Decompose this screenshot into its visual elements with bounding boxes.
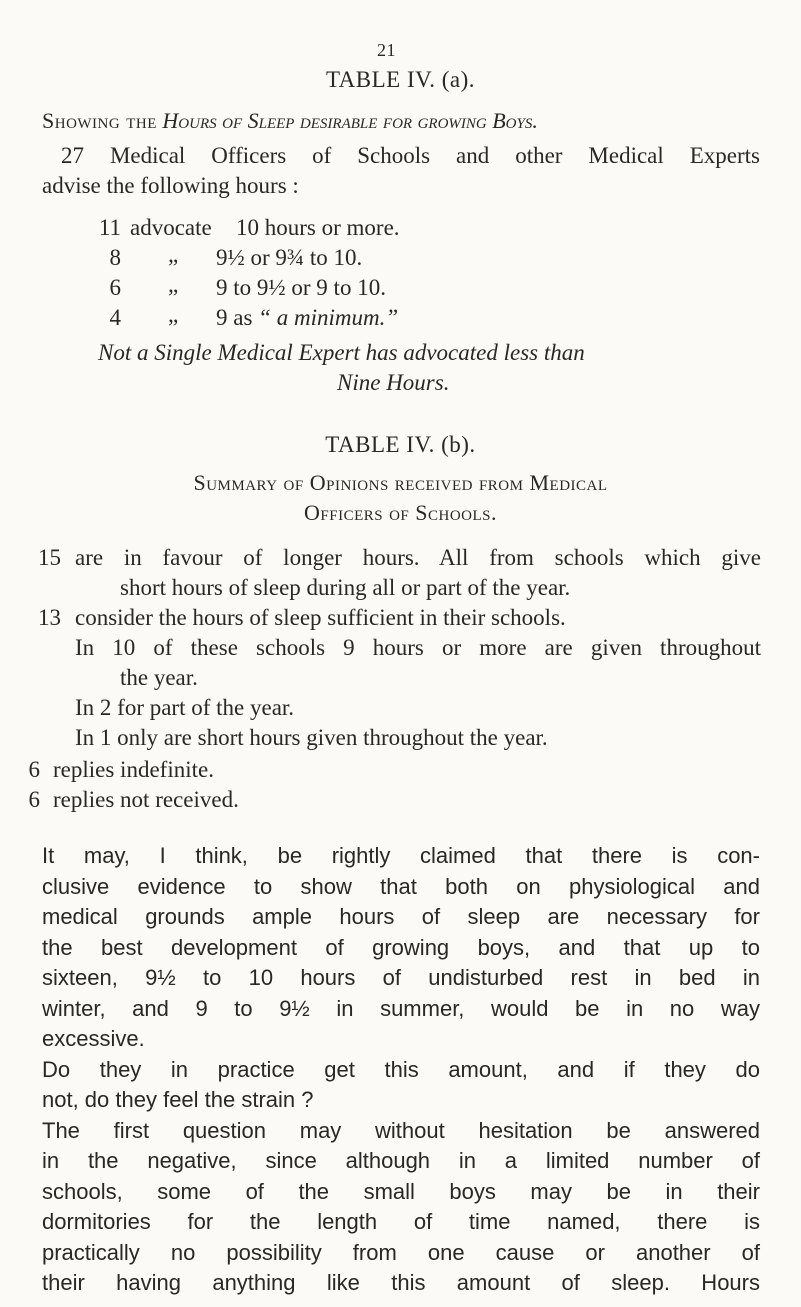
body-line: dormitories for the length of time named, there is [42, 1209, 760, 1234]
page-number: 21 [377, 40, 396, 60]
table-b-subtitle-line-1: Summary of Opinions received from Medical [193, 470, 608, 495]
body-line: practically no possibility from one cause or another of [42, 1239, 760, 1265]
table-b-subtitle-line-2: Officers of Schools. [304, 500, 497, 525]
body-line: winter, and 9 to 9½ in summer, would be in no way [42, 995, 760, 1021]
row-hours: 9½ or 9¾ to 10. [216, 245, 363, 270]
table-a-note-line-2: Nine Hours. [337, 370, 450, 395]
row-ditto: „ [168, 242, 179, 267]
item-count: 6 [28, 757, 40, 782]
table-a-intro-line-1: 27 Medical Officers of Schools and other Medical Experts [61, 143, 760, 168]
table-a-note-line-1: Not a Single Medical Expert has advocated less than [98, 340, 585, 365]
body-line: not, do they feel the strain ? [42, 1087, 314, 1112]
item-text: short hours of sleep during all or part of the year. [120, 575, 571, 600]
body-line: sixteen, 9½ to 10 hours of undisturbed rest in bed in [42, 965, 760, 990]
row-verb: advocate [130, 215, 212, 240]
table-a-heading: TABLE IV. (a). [325, 67, 476, 92]
row-ditto: „ [168, 302, 179, 327]
item-text: replies not received. [53, 787, 239, 812]
table-a-subtitle-lead: Showing the [42, 108, 157, 133]
body-line: the best development of growing boys, and that up to [42, 934, 760, 960]
table-a-subtitle [42, 108, 538, 134]
row-count: 4 [109, 305, 121, 330]
body-line: medical grounds ample hours of sleep are necessary for [42, 904, 760, 929]
table-a-subtitle-emphasis: Hours of Sleep desirable for growing Boys. [162, 108, 538, 133]
item-text: are in favour of longer hours. All from schools which give [75, 545, 761, 570]
item-count: 13 [38, 605, 61, 630]
item-text: In 2 for part of the year. [75, 695, 295, 720]
row-count: 8 [109, 245, 121, 270]
row-hours: 9 to 9½ or 9 to 10. [216, 275, 386, 300]
item-text: the year. [120, 665, 198, 690]
body-line: Do they in practice get this amount, and if they do [42, 1056, 760, 1082]
row-hours: 10 hours or more. [236, 215, 400, 240]
body-line: excessive. [42, 1026, 145, 1051]
body-line: schools, some of the small boys may be in their [42, 1178, 760, 1204]
row-count: 11 [98, 215, 121, 240]
table-b-heading: TABLE IV. (b). [325, 432, 476, 457]
body-line: in the negative, since although in a limited number of [42, 1148, 760, 1173]
item-text: In 1 only are short hours given throughout the year. [75, 725, 548, 750]
item-count: 15 [38, 545, 61, 570]
row-hours-italic: “ a minimum.” [258, 305, 399, 330]
row-hours-lead: 9 as [216, 305, 259, 330]
item-count: 6 [28, 787, 40, 812]
row-hours [216, 305, 398, 331]
item-text: In 10 of these schools 9 hours or more are given throughout [75, 635, 761, 660]
item-text: replies indefinite. [53, 757, 214, 782]
body-line: The first question may without hesitation be answered [42, 1117, 760, 1143]
table-a-intro-line-2: advise the following hours : [42, 173, 299, 198]
body-line: clusive evidence to show that both on physiological and [42, 873, 760, 899]
body-line: It may, I think, be rightly claimed that there is con- [42, 843, 760, 868]
body-line: their having anything like this amount of sleep. Hours [42, 1270, 760, 1295]
item-text: consider the hours of sleep sufficient in their schools. [75, 605, 566, 630]
row-count: 6 [109, 275, 121, 300]
row-ditto: „ [168, 272, 179, 297]
